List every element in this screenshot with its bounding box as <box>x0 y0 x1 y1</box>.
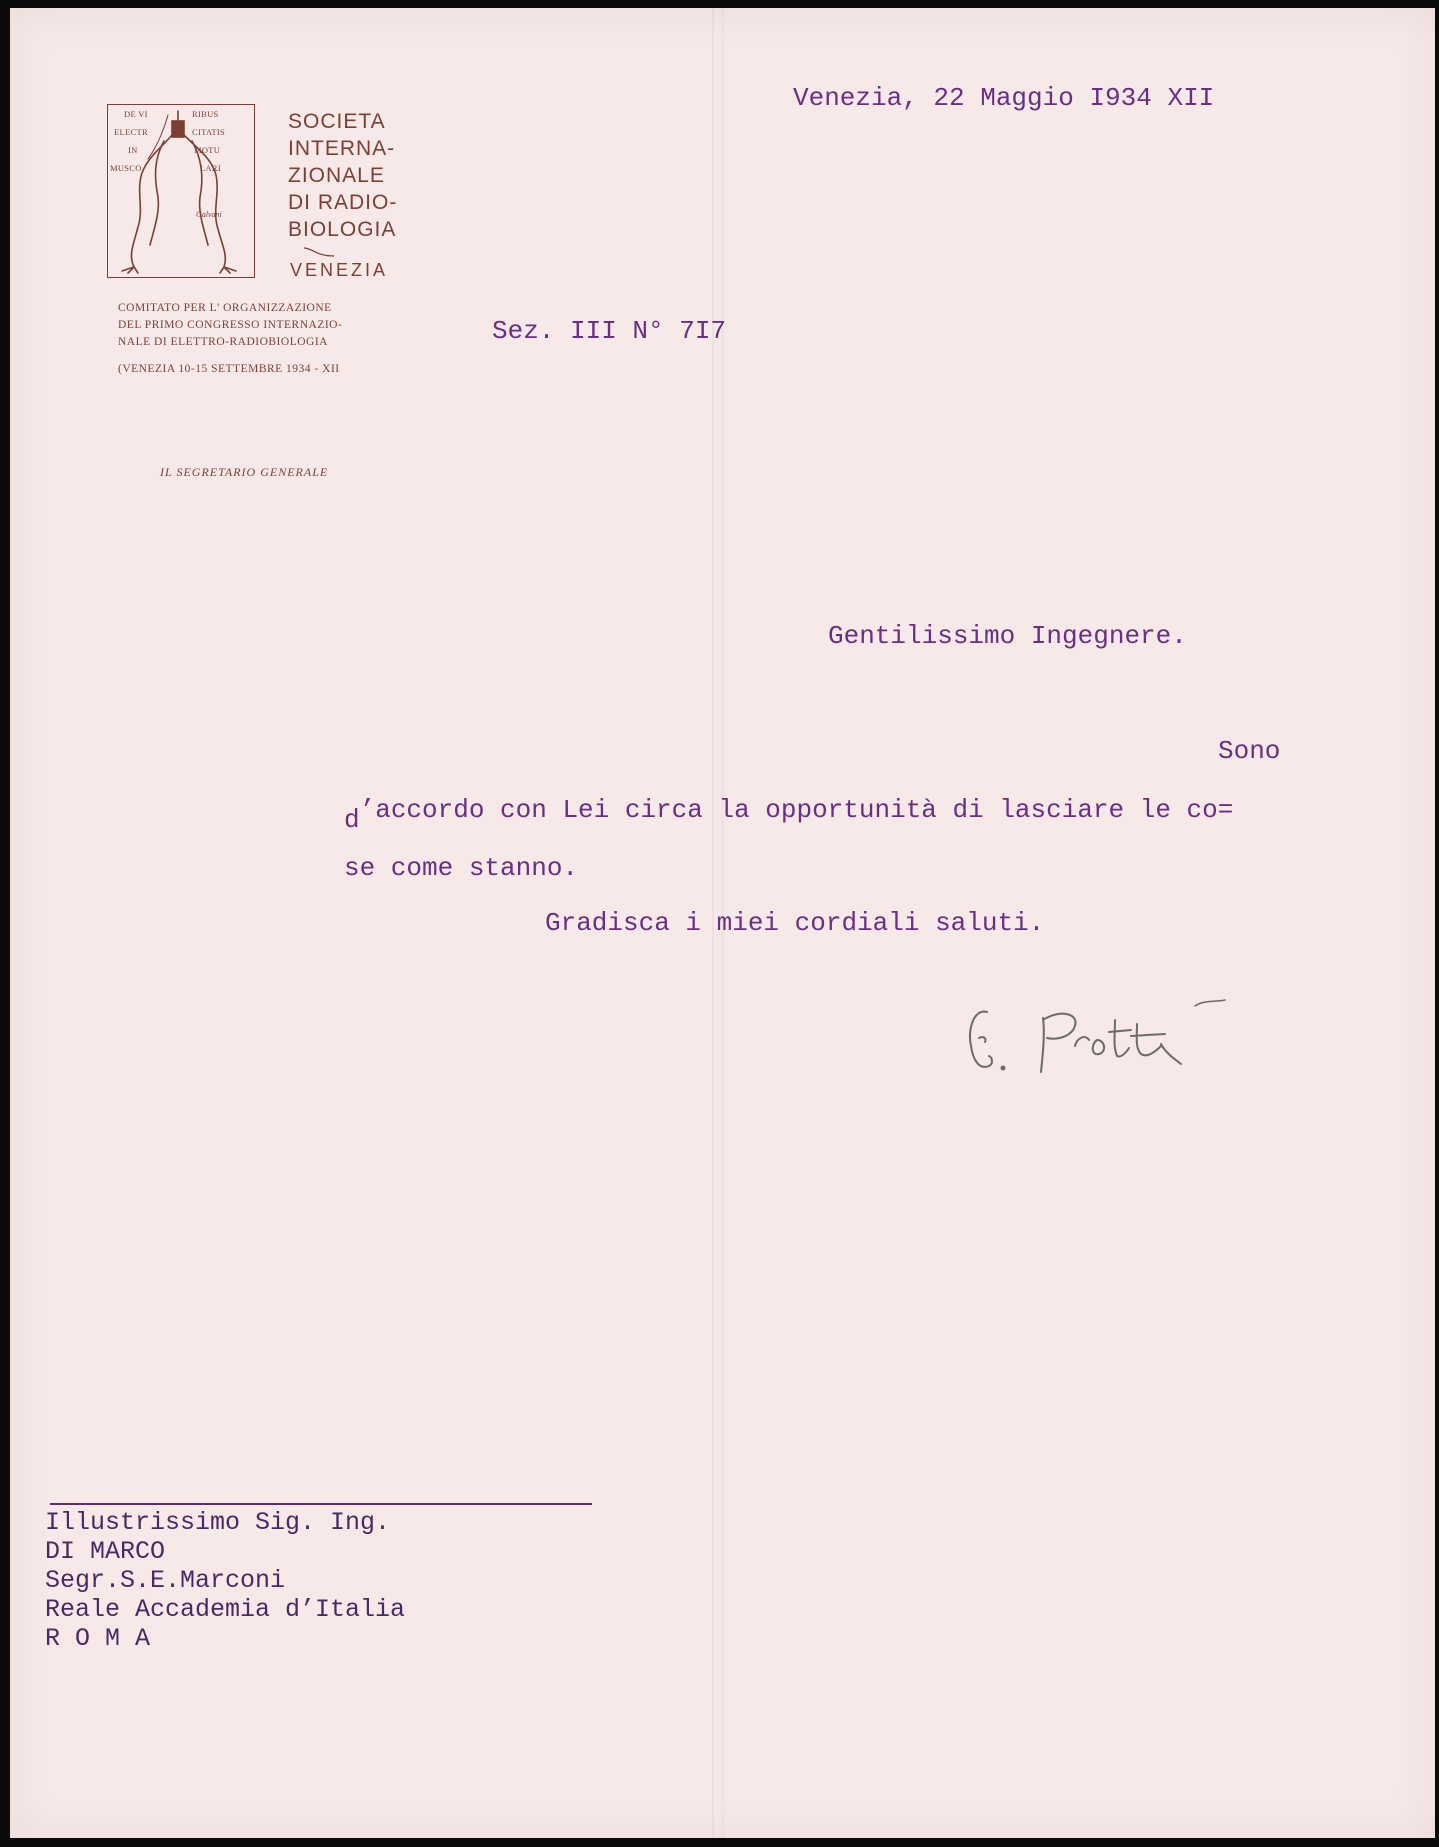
place-date: Venezia, 22 Maggio I934 XII <box>793 83 1215 113</box>
recipient-line: DI MARCO <box>45 1537 166 1566</box>
recipient-rule <box>50 1503 592 1505</box>
society-name-line: INTERNA- <box>288 137 396 160</box>
society-name-line: DI RADIO- <box>288 191 398 214</box>
emblem-motto: ELECTR <box>114 127 148 137</box>
emblem-motto: MOTU <box>194 145 221 155</box>
frog-legs-illustration <box>108 105 254 277</box>
body-line-2-initial: d <box>344 805 360 835</box>
emblem-motto: LARI <box>200 163 222 173</box>
closing-line: Gradisca i miei cordiali saluti. <box>545 908 1045 938</box>
emblem-motto: IN <box>128 145 138 155</box>
recipient-line: Segr.S.E.Marconi <box>45 1566 286 1595</box>
emblem-signature: Galvani <box>196 210 222 219</box>
body-line-1: Sono <box>1218 736 1281 766</box>
reference-number: Sez. III N° 7I7 <box>492 316 727 346</box>
body-line-2-text: ’accordo con Lei circa la opportunità di lasciare le co= <box>359 795 1234 825</box>
office-title: IL SEGRETARIO GENERALE <box>160 465 329 479</box>
committee-line: COMITATO PER L' ORGANIZZAZIONE <box>118 302 332 314</box>
salutation: Gentilissimo Ingegnere. <box>828 621 1187 651</box>
recipient-line: R O M A <box>45 1624 151 1653</box>
emblem-motto: DE VI <box>124 109 148 119</box>
committee-line: DEL PRIMO CONGRESSO INTERNAZIO- <box>118 319 343 331</box>
body-line-2 <box>344 795 1234 835</box>
committee-line: NALE DI ELETTRO-RADIOBIOLOGIA <box>118 336 328 348</box>
congress-dates: (VENEZIA 10-15 SETTEMBRE 1934 - XII <box>118 363 340 375</box>
handwritten-signature <box>965 998 1235 1088</box>
emblem-motto: RIBUS <box>192 109 219 119</box>
society-name <box>288 108 428 243</box>
emblem-motto: MUSCO <box>110 163 142 173</box>
recipient-line: Illustrissimo Sig. Ing. <box>45 1508 391 1537</box>
society-name-line: SOCIETA <box>288 110 386 133</box>
recipient-line: Reale Accademia d’Italia <box>45 1595 406 1624</box>
society-name-line: ZIONALE <box>288 164 385 187</box>
committee-text <box>118 300 418 351</box>
society-name-line: BIOLOGIA <box>288 218 397 241</box>
body-line-3: se come stanno. <box>344 853 579 883</box>
flourish-divider <box>302 246 336 258</box>
letter-sheet <box>10 8 1435 1838</box>
letterhead-city: VENEZIA <box>290 260 389 280</box>
society-emblem <box>107 104 255 278</box>
emblem-motto: CITATIS <box>192 127 226 137</box>
